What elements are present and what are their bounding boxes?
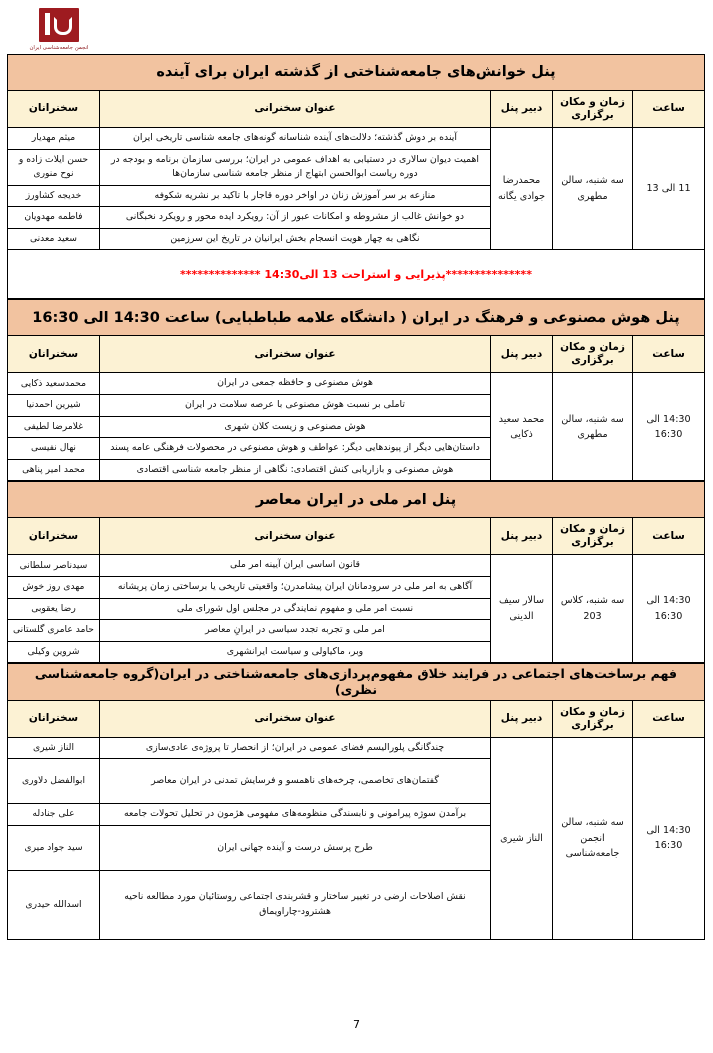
talk-speaker: علی جنادله [7, 804, 99, 826]
talk-speaker: الناز شیری [7, 737, 99, 759]
talk-topic: اهمیت دیوان سالاری در دستیابی به اهداف عمومی در ایران؛ بررسی سازمان برنامه و بودجه در دوره ریاست ابوالحسن ابتهاج از منظر جامعه شناسی سازمان‌ها [100, 149, 491, 185]
talk-topic: امر ملی و تجربه تجدد سیاسی در ایرانِ معاصر [100, 620, 491, 642]
talk-topic: نقش اصلاحات ارضی در تغییر ساختار و قشربندی اجتماعی روستائیان مورد مطالعه ناحیه هشترود-چاراویماق [100, 870, 491, 939]
talk-topic: برآمدن سوژه پیرامونی و نابسندگی منظومه‌های مفهومی هژمون در تحلیل تحولات جامعه [100, 804, 491, 826]
panel-title: پنل خوانش‌های جامعه‌شناختی از گذشته ایران برای آینده [7, 55, 704, 91]
panel-time: 14:30 الی 16:30 [633, 737, 705, 939]
panel-title-row [7, 664, 704, 700]
panel-table-1 [7, 54, 705, 299]
column-header-topic: عنوان سخنرانی [100, 336, 491, 373]
logo-caption: انجمن جامعه‌شناسی ایران [29, 44, 89, 51]
panel-time: 14:30 الی 16:30 [633, 555, 705, 663]
panel-title-row [7, 55, 704, 91]
break-notice-row [7, 250, 704, 299]
panel-chair: الناز شیری [491, 737, 553, 939]
column-header-chair: دبیر پنل [491, 700, 553, 737]
panel-table-2 [7, 299, 705, 481]
column-header-chair: دبیر پنل [491, 518, 553, 555]
table-row [7, 128, 704, 150]
panel-title-row [7, 300, 704, 336]
table-row [7, 555, 704, 577]
talk-topic: تاملی بر نسبت هوش مصنوعی با عرصه سلامت در ایران [100, 395, 491, 417]
column-header-speakers: سخنرانان [7, 700, 99, 737]
talk-topic: هوش مصنوعی و زیست کلان شهری [100, 416, 491, 438]
talk-topic: داستان‌هایی دیگر از پیوندهایی دیگر: عواطف و هوش مصنوعی در محصولات فرهنگی عامه پسند [100, 438, 491, 460]
column-header-time: ساعت [633, 518, 705, 555]
panel-place: سه شنبه، سالن مطهری [553, 373, 633, 481]
panels-container [8, 54, 705, 940]
association-logo [28, 8, 90, 51]
panel-title: فهم برساخت‌های اجتماعی در فرایند خلاق مفهوم‌پردازی‌های جامعه‌شناختی در ایران(گروه جامعه‌شناسی نظری) [7, 664, 704, 700]
talk-speaker: شروین وکیلی [7, 641, 99, 663]
talk-topic: نسبت امر ملی و مفهوم نمایندگی در مجلس اول شورای ملی [100, 598, 491, 620]
talk-topic: چندگانگی پلورالیسم فضای عمومی در ایران؛ از انحصار تا پروژه‌ی عادی‌سازی [100, 737, 491, 759]
panel-place: سه شنبه، سالن مطهری [553, 128, 633, 250]
talk-topic: وبر، ماکیاولی و سیاست ایرانشهری [100, 641, 491, 663]
panel-table-4 [7, 663, 705, 940]
talk-speaker: اسدالله حیدری [7, 870, 99, 939]
column-header-place: زمان و مکان برگزاری [553, 700, 633, 737]
talk-topic: آگاهی به امر ملی در سرودمانان ایران پیشامدرن؛ واقعیتی تاریخی یا برساختی زمان پریشانه [100, 576, 491, 598]
panel-place: سه شنبه، سالن انجمن جامعه‌شناسی [553, 737, 633, 939]
talk-speaker: سید جواد میری [7, 825, 99, 870]
panel-header-row [7, 700, 704, 737]
panel-chair: محمد سعید ذکایی [491, 373, 553, 481]
talk-speaker: سعید معدنی [7, 228, 99, 250]
panel-place: سه شنبه، کلاس 203 [553, 555, 633, 663]
talk-speaker: فاطمه مهدویان [7, 207, 99, 229]
panel-time: 14:30 الی 16:30 [633, 373, 705, 481]
logo-mark-icon [39, 8, 79, 42]
talk-topic: گفتمان‌های تخاصمی، چرخه‌های ناهمسو و فرسایش تمدنی در ایران معاصر [100, 759, 491, 804]
talk-topic: منازعه بر سر آموزش زنان در اواخر دوره قاجار با تاکید بر نشریه شکوفه [100, 185, 491, 207]
column-header-chair: دبیر پنل [491, 336, 553, 373]
column-header-topic: عنوان سخنرانی [100, 518, 491, 555]
table-row [7, 737, 704, 759]
talk-speaker: خدیجه کشاورز [7, 185, 99, 207]
talk-topic: قانون اساسی ایران آیینه امر ملی [100, 555, 491, 577]
talk-speaker: سیدناصر سلطانی [7, 555, 99, 577]
talk-speaker: نهال نفیسی [7, 438, 99, 460]
talk-speaker: ابوالفضل دلاوری [7, 759, 99, 804]
column-header-speakers: سخنرانان [7, 518, 99, 555]
panel-chair: سالار سیف الدینی [491, 555, 553, 663]
talk-speaker: محمد امیر پناهی [7, 459, 99, 481]
talk-speaker: میثم مهدیار [7, 128, 99, 150]
panel-header-row [7, 91, 704, 128]
column-header-place: زمان و مکان برگزاری [553, 518, 633, 555]
talk-speaker: غلامرضا لطیفی [7, 416, 99, 438]
panel-header-row [7, 518, 704, 555]
panel-header-row [7, 336, 704, 373]
column-header-topic: عنوان سخنرانی [100, 91, 491, 128]
column-header-time: ساعت [633, 700, 705, 737]
talk-topic: هوش مصنوعی و بازاریابی کنش اقتصادی: نگاهی از منظر جامعه شناسی اقتصادی [100, 459, 491, 481]
column-header-time: ساعت [633, 91, 705, 128]
talk-topic: هوش مصنوعی و حافظه جمعی در ایران [100, 373, 491, 395]
break-notice: ***************پذیرایی و استراحت 13 الی14:30 ************** [7, 250, 704, 299]
panel-table-3 [7, 481, 705, 663]
column-header-place: زمان و مکان برگزاری [553, 91, 633, 128]
talk-topic: طرح پرسش درست و آینده جهانی ایران [100, 825, 491, 870]
panel-chair: محمدرضا جوادی یگانه [491, 128, 553, 250]
talk-topic: نگاهی به چهار هویت انسجام بخش ایرانیان در تاریخ این سرزمین [100, 228, 491, 250]
panel-time: 11 الی 13 [633, 128, 705, 250]
talk-speaker: حامد عامری گلستانی [7, 620, 99, 642]
column-header-chair: دبیر پنل [491, 91, 553, 128]
talk-speaker: مهدی روز خوش [7, 576, 99, 598]
talk-speaker: حسن ایلات زاده و نوح منوری [7, 149, 99, 185]
talk-topic: دو خوانش غالب از مشروطه و امکانات عبور از آن: رویکرد ایده محور و رویکرد نخبگانی [100, 207, 491, 229]
table-row [7, 373, 704, 395]
talk-speaker: شیرین احمدنیا [7, 395, 99, 417]
column-header-speakers: سخنرانان [7, 336, 99, 373]
talk-topic: آینده بر دوش گذشته؛ دلالت‌های آینده شناسانه گونه‌های جامعه شناسی تاریخی ایران [100, 128, 491, 150]
column-header-place: زمان و مکان برگزاری [553, 336, 633, 373]
page-number: 7 [353, 1018, 360, 1031]
panel-title: پنل هوش مصنوعی و فرهنگ در ایران ( دانشگاه علامه طباطبایی) ساعت 14:30 الی 16:30 [7, 300, 704, 336]
panel-title-row [7, 482, 704, 518]
column-header-time: ساعت [633, 336, 705, 373]
column-header-topic: عنوان سخنرانی [100, 700, 491, 737]
talk-speaker: رضا یعقوبی [7, 598, 99, 620]
talk-speaker: محمدسعید ذکایی [7, 373, 99, 395]
column-header-speakers: سخنرانان [7, 91, 99, 128]
panel-title: پنل امر ملی در ایران معاصر [7, 482, 704, 518]
